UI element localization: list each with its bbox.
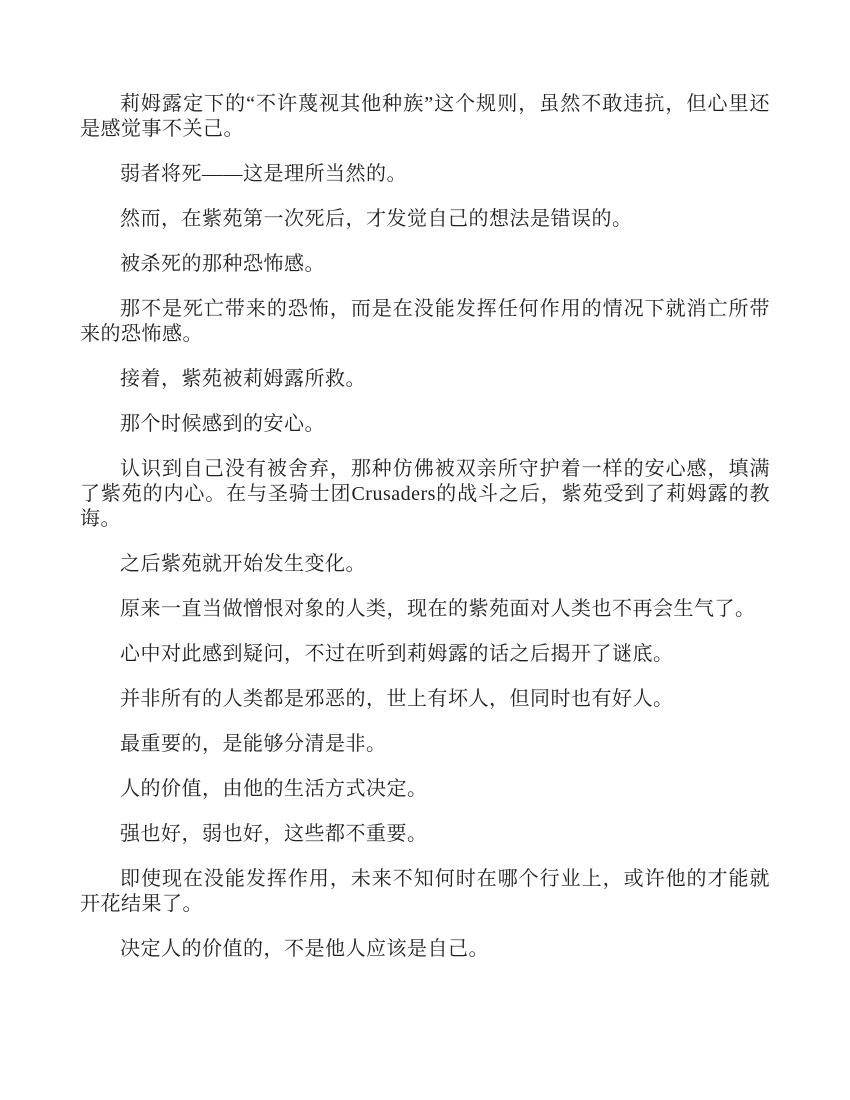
paragraph: 原来一直当做憎恨对象的人类，现在的紫苑面对人类也不再会生气了。 [120, 598, 756, 620]
paragraph: 那不是死亡带来的恐怖，而是在没能发挥任何作用的情况下就消亡所带来的恐怖感。 [80, 298, 770, 345]
paragraph: 人的价值，由他的生活方式决定。 [120, 778, 428, 800]
paragraph: 最重要的，是能够分清是非。 [120, 733, 387, 755]
paragraph: 之后紫苑就开始发生变化。 [120, 553, 366, 575]
paragraph: 认识到自己没有被舍弃，那种仿佛被双亲所守护着一样的安心感，填满了紫苑的内心。在与圣骑士团Crusaders的战斗之后，紫苑受到了莉姆露的教诲。 [80, 458, 770, 530]
paragraph: 莉姆露定下的“不许蔑视其他种族”这个规则，虽然不敢违抗，但心里还是感觉事不关己。 [80, 93, 770, 140]
paragraph: 然而，在紫苑第一次死后，才发觉自己的想法是错误的。 [120, 208, 633, 230]
paragraph: 弱者将死——这是理所当然的。 [120, 163, 407, 185]
paragraph: 那个时候感到的安心。 [120, 413, 325, 435]
paragraph: 接着，紫苑被莉姆露所救。 [120, 368, 366, 390]
paragraph: 即使现在没能发挥作用，未来不知何时在哪个行业上，或许他的才能就开花结果了。 [80, 868, 770, 915]
paragraph: 并非所有的人类都是邪恶的，世上有坏人，但同时也有好人。 [120, 688, 674, 710]
paragraph: 被杀死的那种恐怖感。 [120, 253, 325, 275]
paragraph: 强也好，弱也好，这些都不重要。 [120, 823, 428, 845]
paragraph: 决定人的价值的，不是他人应该是自己。 [120, 938, 489, 960]
paragraph: 心中对此感到疑问，不过在听到莉姆露的话之后揭开了谜底。 [120, 643, 674, 665]
